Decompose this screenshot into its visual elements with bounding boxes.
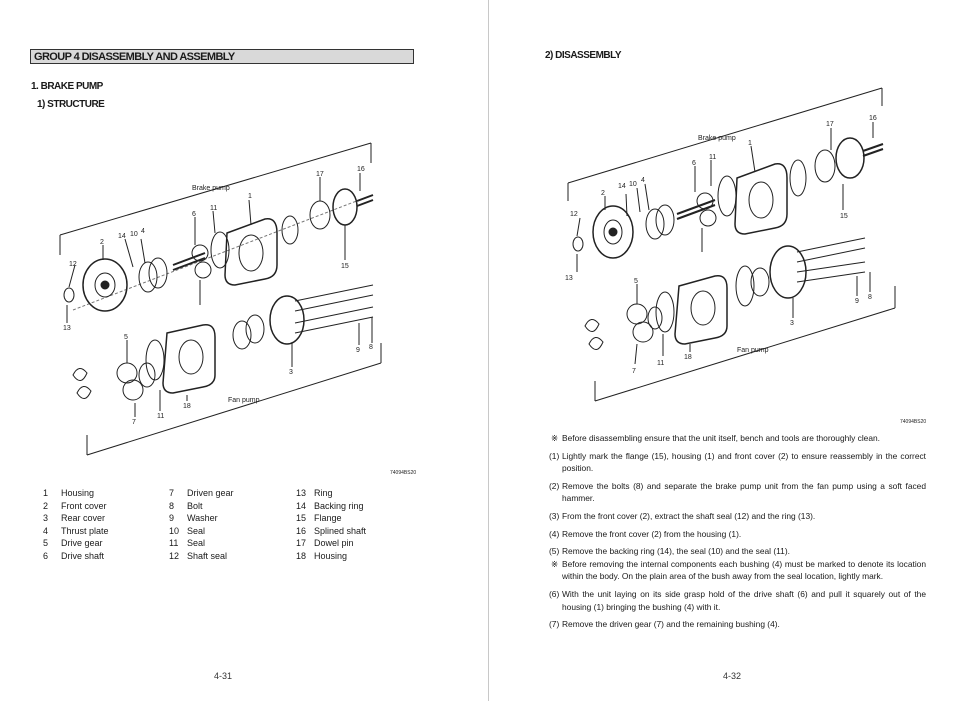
callout-9-right: 9 [855,298,859,305]
step-note: ※ Before removing the internal components each bushing (4) must be marked to denote its location within the body. On the plain area of the bush away from the seal location, lightly mark. [551,558,926,582]
parts-column-1 [43,487,109,563]
part-row: 14 Backing ring [296,500,364,511]
group-title: GROUP 4 DISASSEMBLY AND ASSEMBLY [30,49,414,64]
page-divider [488,0,489,701]
right-page [490,0,978,701]
page-number: 4-31 [214,671,233,681]
page-number-right: 4-32 [723,671,742,681]
callout-10-right: 10 [629,181,637,188]
part-row: 2 Front cover [43,500,107,511]
callout-14-right: 14 [618,183,626,190]
callout-16: 16 [357,166,365,173]
part-row: 8 Bolt [169,500,203,511]
fan-pump-label-right: Fan pump [737,347,769,354]
disassembly-steps [549,432,926,636]
callout-8: 8 [369,344,373,351]
callout-13-right: 13 [565,275,573,282]
part-row: 5 Drive gear [43,538,103,549]
callout-3-right: 3 [790,320,794,327]
callout-1-right: 1 [748,140,752,147]
callout-13: 13 [63,325,71,332]
part-row: 12 Shaft seal [169,550,228,561]
callout-9: 9 [356,347,360,354]
part-row: 3 Rear cover [43,513,106,524]
callout-8-right: 8 [868,294,872,301]
step-item: (5) Remove the backing ring (14), the seal (10) and the seal (11). [549,546,790,557]
part-row: 7 Driven gear [169,488,234,498]
callout-18-right: 18 [684,354,692,361]
part-row: 9 Washer [169,513,218,524]
callout-2: 2 [100,239,104,246]
part-row: 15 Flange [296,513,342,524]
callout-17-right: 17 [826,121,834,128]
step-item: (1) Lightly mark the flange (15), housing (1) and front cover (2) to ensure reassembly in the correct position. [549,450,926,474]
part-row: 16 Splined shaft [296,525,367,536]
disassembly-subheading: 2) DISASSEMBLY [545,50,621,61]
callout-10: 10 [130,231,138,238]
part-row: 6 Drive shaft [43,550,105,561]
callout-18: 18 [183,403,191,410]
step-item: (6) With the unit laying on its side grasp hold of the drive shaft (6) and pull it squarely out of the housing (1) bringing the bushing (4) with it. [549,588,926,612]
brake-pump-label: Brake pump [192,185,230,192]
figure-code-right: 74094BS20 [900,419,927,425]
part-row: 17 Dowel pin [296,538,354,549]
step-item: (2) Remove the bolts (8) and separate the brake pump unit from the fan pump using a soft faced hammer. [549,480,926,504]
callout-1: 1 [248,193,252,200]
part-row: 10 Seal [169,525,206,536]
fan-pump-label: Fan pump [228,397,260,404]
callout-12-right: 12 [570,211,578,218]
callout-5: 5 [124,334,128,341]
left-page [0,0,488,701]
figure-code: 74094BS20 [390,470,417,476]
part-row: 18 Housing [296,550,348,561]
brake-pump-label-right: Brake pump [698,135,736,142]
callout-16-right: 16 [869,115,877,122]
parts-column-3 [296,487,366,563]
part-row: 4 Thrust plate [43,525,109,536]
structure-diagram [55,135,417,480]
step-note: ※ Before disassembling ensure that the unit itself, bench and tools are thoroughly clean. [551,433,880,443]
callout-14: 14 [118,233,126,240]
callout-15: 15 [341,263,349,270]
parts-column-2 [169,487,234,563]
callout-3: 3 [289,369,293,376]
part-row: 13 Ring [296,488,333,498]
structure-subheading: 1) STRUCTURE [37,99,105,110]
step-item: (4) Remove the front cover (2) from the housing (1). [549,528,742,539]
callout-15-right: 15 [840,213,848,220]
callout-11b-right: 11 [657,360,665,367]
section-heading: 1. BRAKE PUMP [31,81,103,92]
callout-6: 6 [192,211,196,218]
part-row: 11 Seal [169,538,206,549]
callout-4: 4 [141,228,145,235]
callout-5-right: 5 [634,278,638,285]
callout-12: 12 [69,261,77,268]
step-item: (7) Remove the driven gear (7) and the remaining bushing (4). [549,619,780,630]
callout-2-right: 2 [601,190,605,197]
callout-17: 17 [316,171,324,178]
part-row: 1 Housing [43,488,95,498]
disassembly-diagram [565,86,925,426]
callout-11: 11 [210,205,218,212]
callout-11-right: 11 [709,154,717,161]
callout-11b: 11 [157,413,165,420]
step-item: (3) From the front cover (2), extract the shaft seal (12) and the ring (13). [549,510,816,521]
callout-7: 7 [132,419,136,426]
callout-7-right: 7 [632,368,636,375]
callout-6-right: 6 [692,160,696,167]
callout-4-right: 4 [641,177,645,184]
